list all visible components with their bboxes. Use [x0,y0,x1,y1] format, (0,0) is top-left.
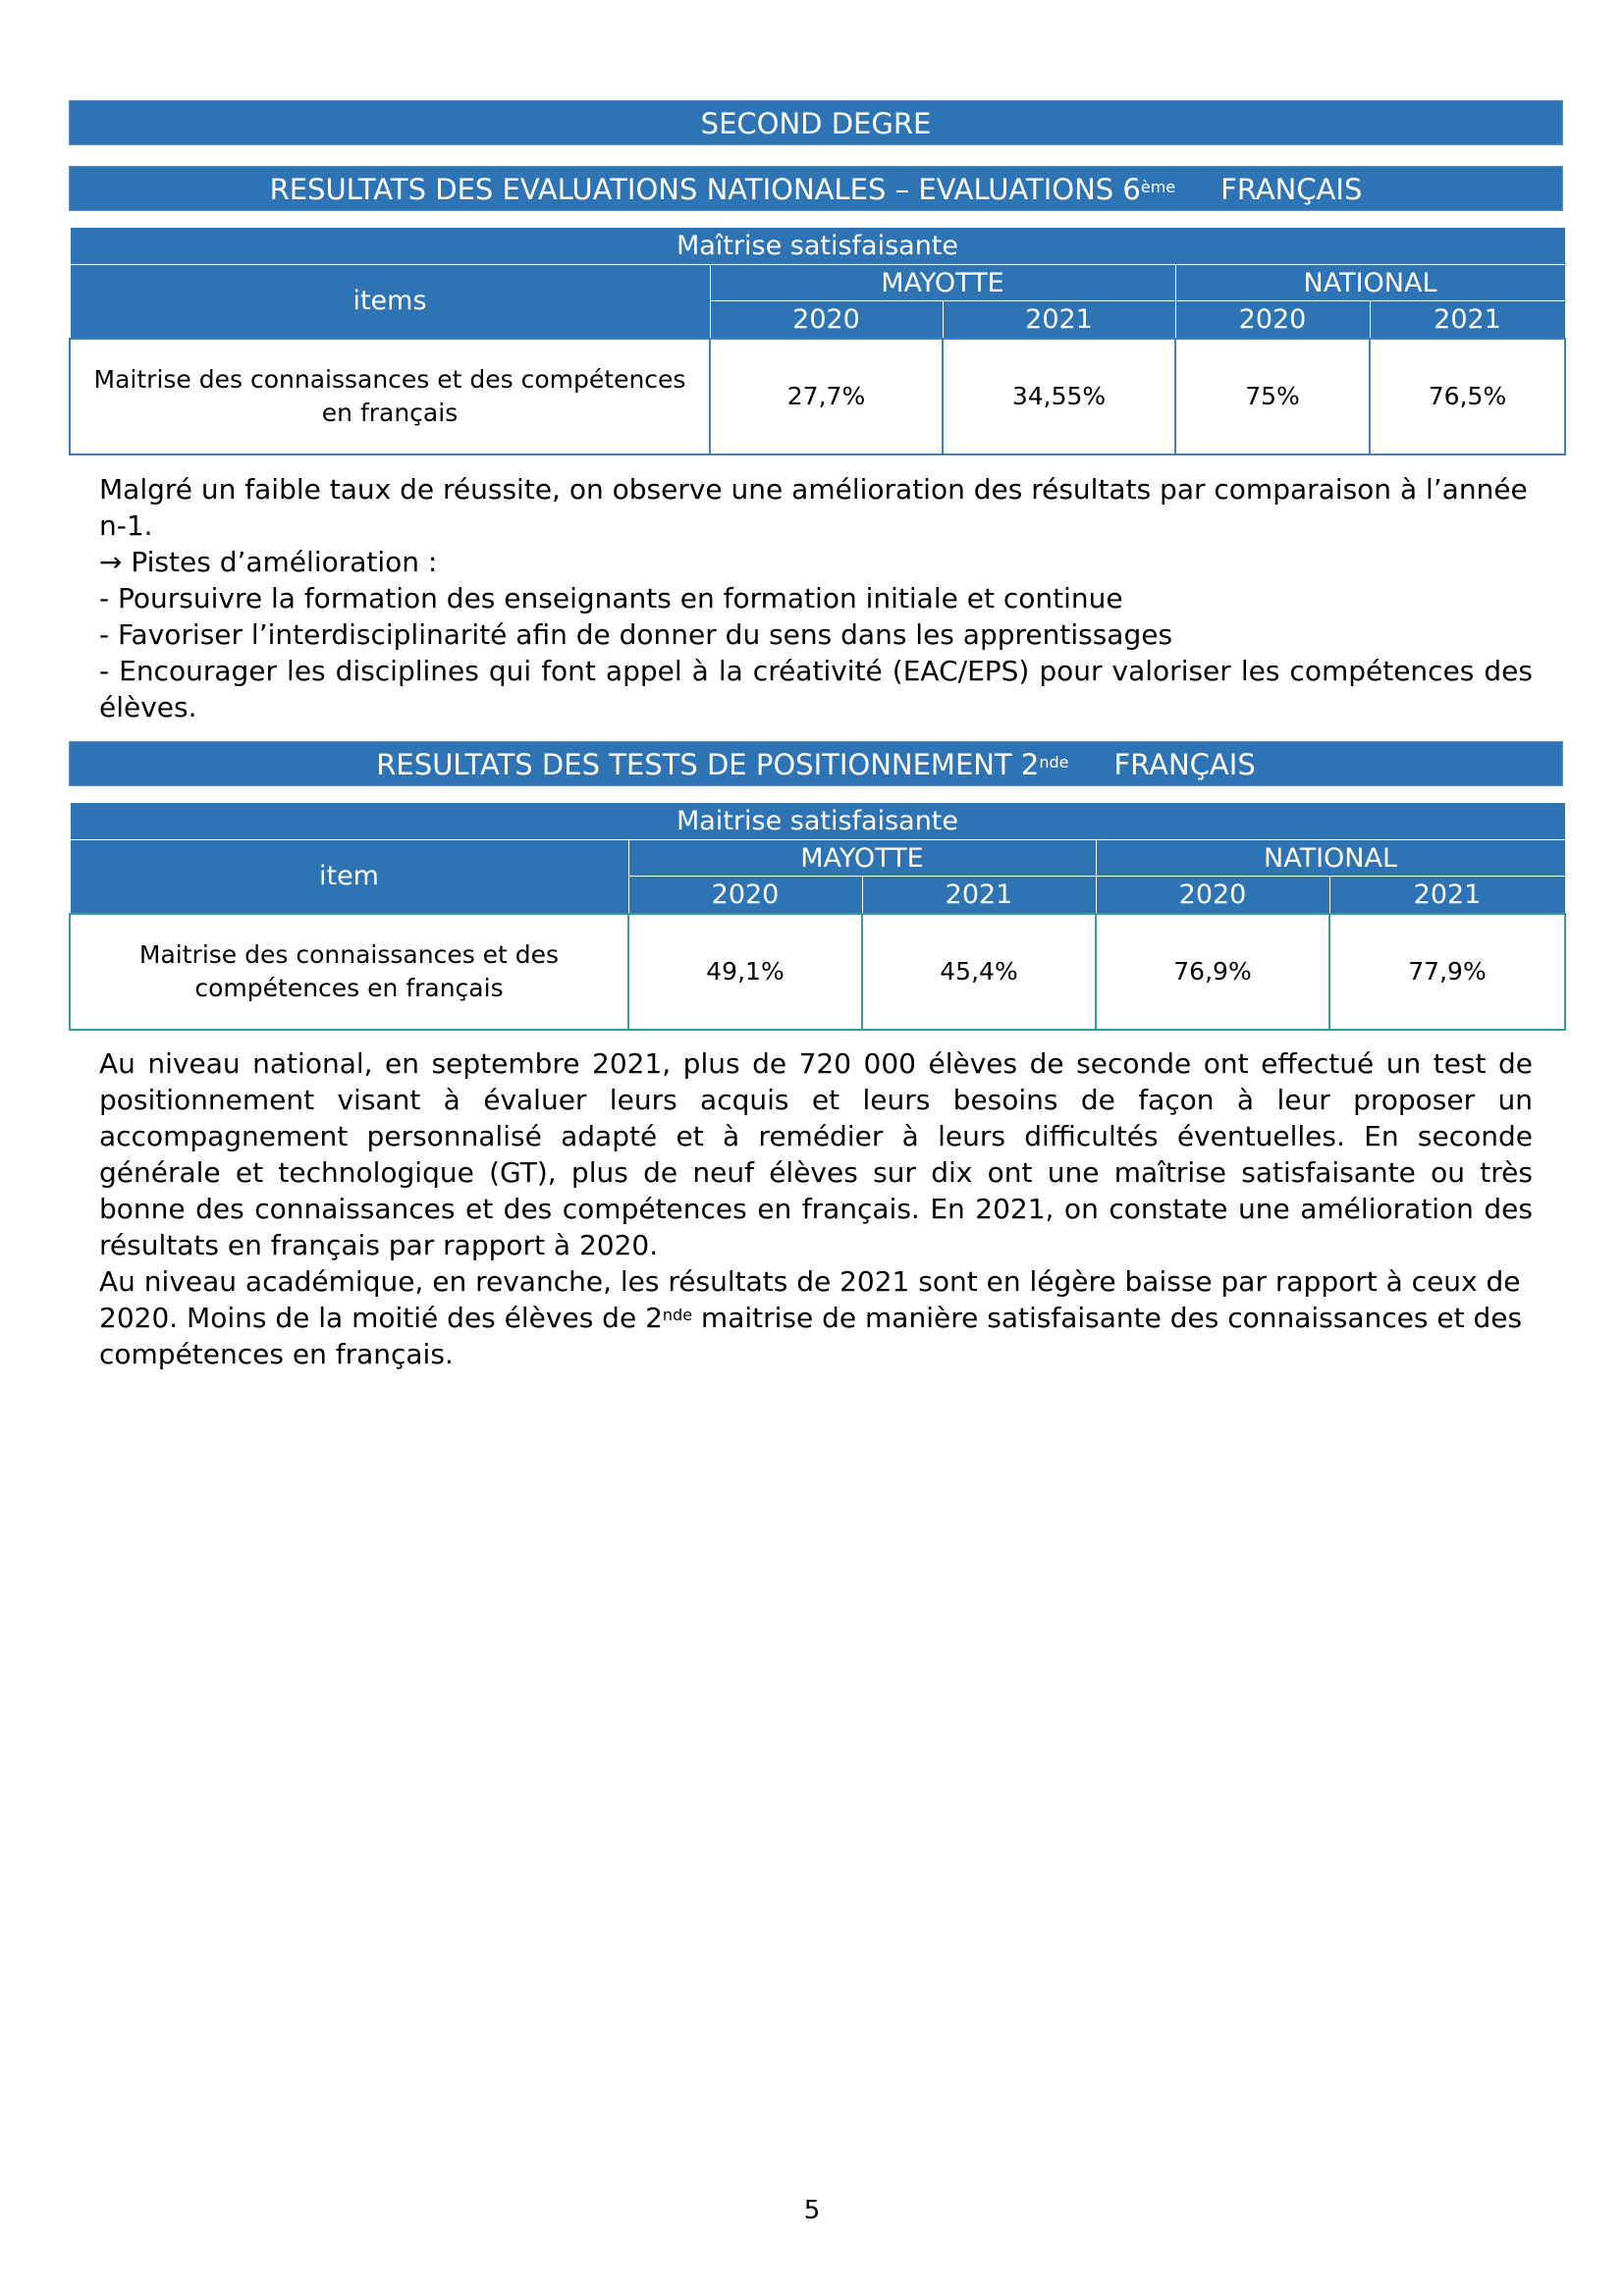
value-cell: 27,7% [710,339,943,454]
year-header: 2021 [862,877,1096,914]
pistes-heading [99,544,1533,580]
year-header: 2020 [710,301,943,339]
table-row [70,914,1565,1030]
value-cell: 49,1% [628,914,862,1030]
row-label: Maitrise des connaissances et des compétences en français [70,914,628,1030]
value-cell: 75% [1175,339,1370,454]
year-header: 2020 [628,877,862,914]
test2-results-table [69,802,1566,1031]
test2-sup: nde [1039,753,1069,772]
eval6-results-table [69,227,1566,455]
section-title: SECOND DEGRE [700,107,932,140]
academic-paragraph [99,1263,1533,1372]
bullet-item: - Poursuivre la formation des enseignants en formation initiale et continue [99,582,1123,614]
table-caption: Maîtrise satisfaisante [70,228,1565,265]
table-row [70,339,1565,454]
arrow-right-icon: → [99,546,123,578]
items-header: item [70,840,628,914]
eval6-title: RESULTATS DES EVALUATIONS NATIONALES – EVALUATIONS 6 [269,173,1141,206]
academic-text-end: maitrise de manière satisfaisante des connaissances et des compétences en français. [99,1302,1523,1370]
value-cell: 77,9% [1329,914,1565,1030]
year-header: 2021 [1370,301,1565,339]
commentary-line: Malgré un faible taux de réussite, on observe une amélioration des résultats par comparaison à l’année n-1. [99,473,1528,542]
eval6-commentary [99,471,1533,725]
page-number: 5 [803,2196,821,2225]
eval6-sup: ème [1140,178,1176,196]
test2-banner [69,741,1563,786]
eval6-banner [69,166,1563,211]
national-paragraph: Au niveau national, en septembre 2021, plus de 720 000 élèves de seconde ont effectué un test de positionnement visant à évaluer leurs acquis et leurs besoins de façon à leur proposer un accompagnement personnalisé adapté et à remédier à leurs difficultés éventuelles. En seconde générale et technologique (GT), plus de neuf élèves sur dix ont une maîtrise satisfaisante ou très bonne des connaissances et des compétences en français. En 2021, on constate une amélioration des résultats en français par rapport à 2020. [99,1047,1533,1261]
pistes-label: Pistes d’amélioration : [122,546,438,578]
test2-subject: FRANÇAIS [1113,748,1256,781]
value-cell: 76,9% [1096,914,1329,1030]
national-header: NATIONAL [1175,265,1565,301]
year-header: 2021 [1329,877,1565,914]
mayotte-header: MAYOTTE [710,265,1175,301]
value-cell: 76,5% [1370,339,1565,454]
year-header: 2021 [943,301,1175,339]
value-cell: 45,4% [862,914,1096,1030]
eval6-subject: FRANÇAIS [1220,173,1363,206]
test2-title: RESULTATS DES TESTS DE POSITIONNEMENT 2 [376,748,1040,781]
bullet-item: - Favoriser l’interdisciplinarité afin de donner du sens dans les apprentissages [99,618,1173,651]
academic-text-start: Au niveau académique, en revanche, les résultats de 2021 sont en légère baisse par rapport à ceux de 2020. Moins de la moitié des élèves de 2 [99,1265,1521,1334]
national-header: NATIONAL [1096,840,1565,877]
value-cell: 34,55% [943,339,1175,454]
year-header: 2020 [1175,301,1370,339]
table-caption: Maitrise satisfaisante [70,803,1565,840]
items-header: items [70,265,710,339]
mayotte-header: MAYOTTE [628,840,1096,877]
bullet-item: - Encourager les disciplines qui font appel à la créativité (EAC/EPS) pour valoriser les compétences des élèves. [99,655,1533,723]
test2-commentary [99,1045,1533,1372]
year-header: 2020 [1096,877,1329,914]
row-label: Maitrise des connaissances et des compétences en français [70,339,710,454]
nde-sup: nde [662,1306,693,1324]
section-banner [69,100,1563,145]
